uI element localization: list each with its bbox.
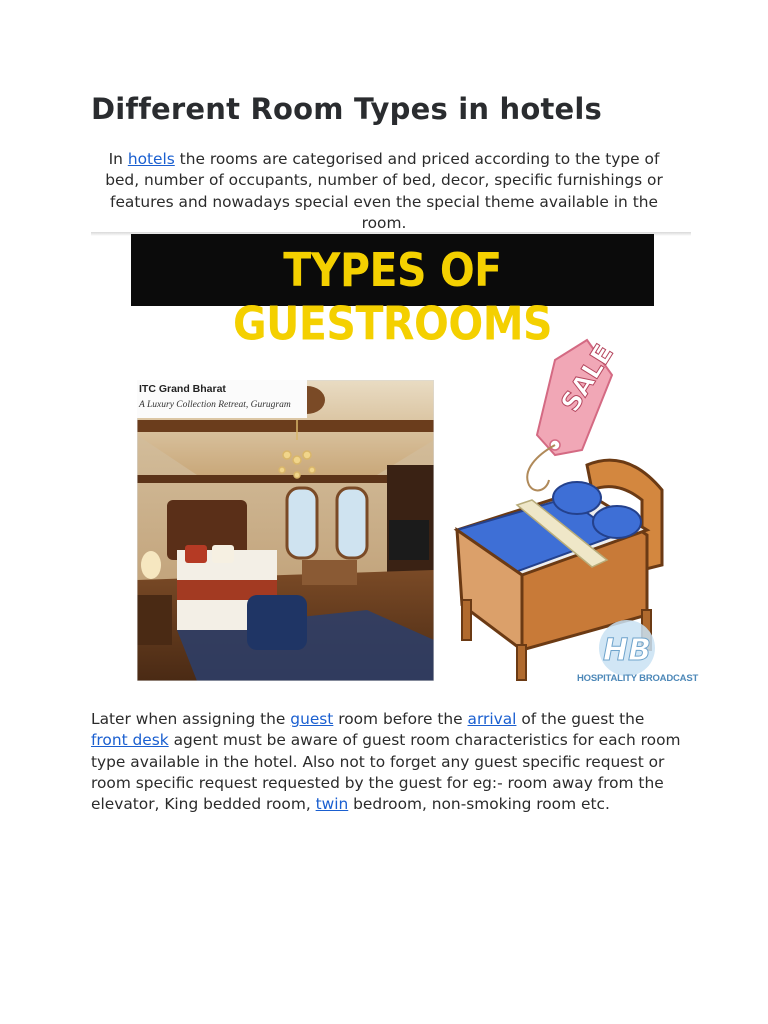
types-banner [131, 234, 654, 351]
body-text: Later when assigning the [91, 710, 291, 728]
bed-sale-illustration [437, 330, 687, 690]
intro-text: the rooms are categorised and priced according to the type of bed, number of occupants, number of bed, decor, specific furnishings or features and nowadays special even the special theme available in the room. [105, 150, 663, 232]
room-interior-image [137, 380, 434, 681]
front-desk-link[interactable]: front desk [91, 731, 169, 750]
intro-paragraph [96, 149, 672, 234]
hotels-link[interactable]: hotels [127, 150, 175, 168]
caption-hotel-name: ITC Grand Bharat [139, 383, 226, 395]
guest-link[interactable]: guest [290, 710, 334, 728]
body-text: of the guest the [516, 710, 645, 728]
intro-text: In [108, 150, 128, 168]
hb-logo-icon [599, 620, 655, 676]
sale-tag-text: SALE [555, 339, 620, 418]
arrival-link[interactable]: arrival [467, 710, 517, 728]
hb-logo-name: HOSPITALITY BROADCAST [577, 673, 699, 684]
page-title: Different Room Types in hotels [91, 92, 602, 126]
body-text: bedroom, non-smoking room etc. [348, 795, 610, 814]
banner-title: TYPES OF GUESTROOMS [232, 243, 553, 351]
body-paragraph [91, 709, 681, 815]
caption-subtitle: A Luxury Collection Retreat, Gurugram [139, 400, 291, 410]
photo-caption [137, 380, 307, 418]
twin-link[interactable]: twin [315, 795, 349, 814]
hotel-room-photo [137, 380, 434, 681]
body-text: agent must be aware of guest room characteristics for each room type available in the hotel. Also not to forget any guest specific request or room specific request requested by the guest for eg:- room away from the elevator, King bedded room, [91, 731, 681, 814]
body-text: room before the [333, 710, 468, 728]
hb-logo-letters: HB [603, 633, 651, 668]
